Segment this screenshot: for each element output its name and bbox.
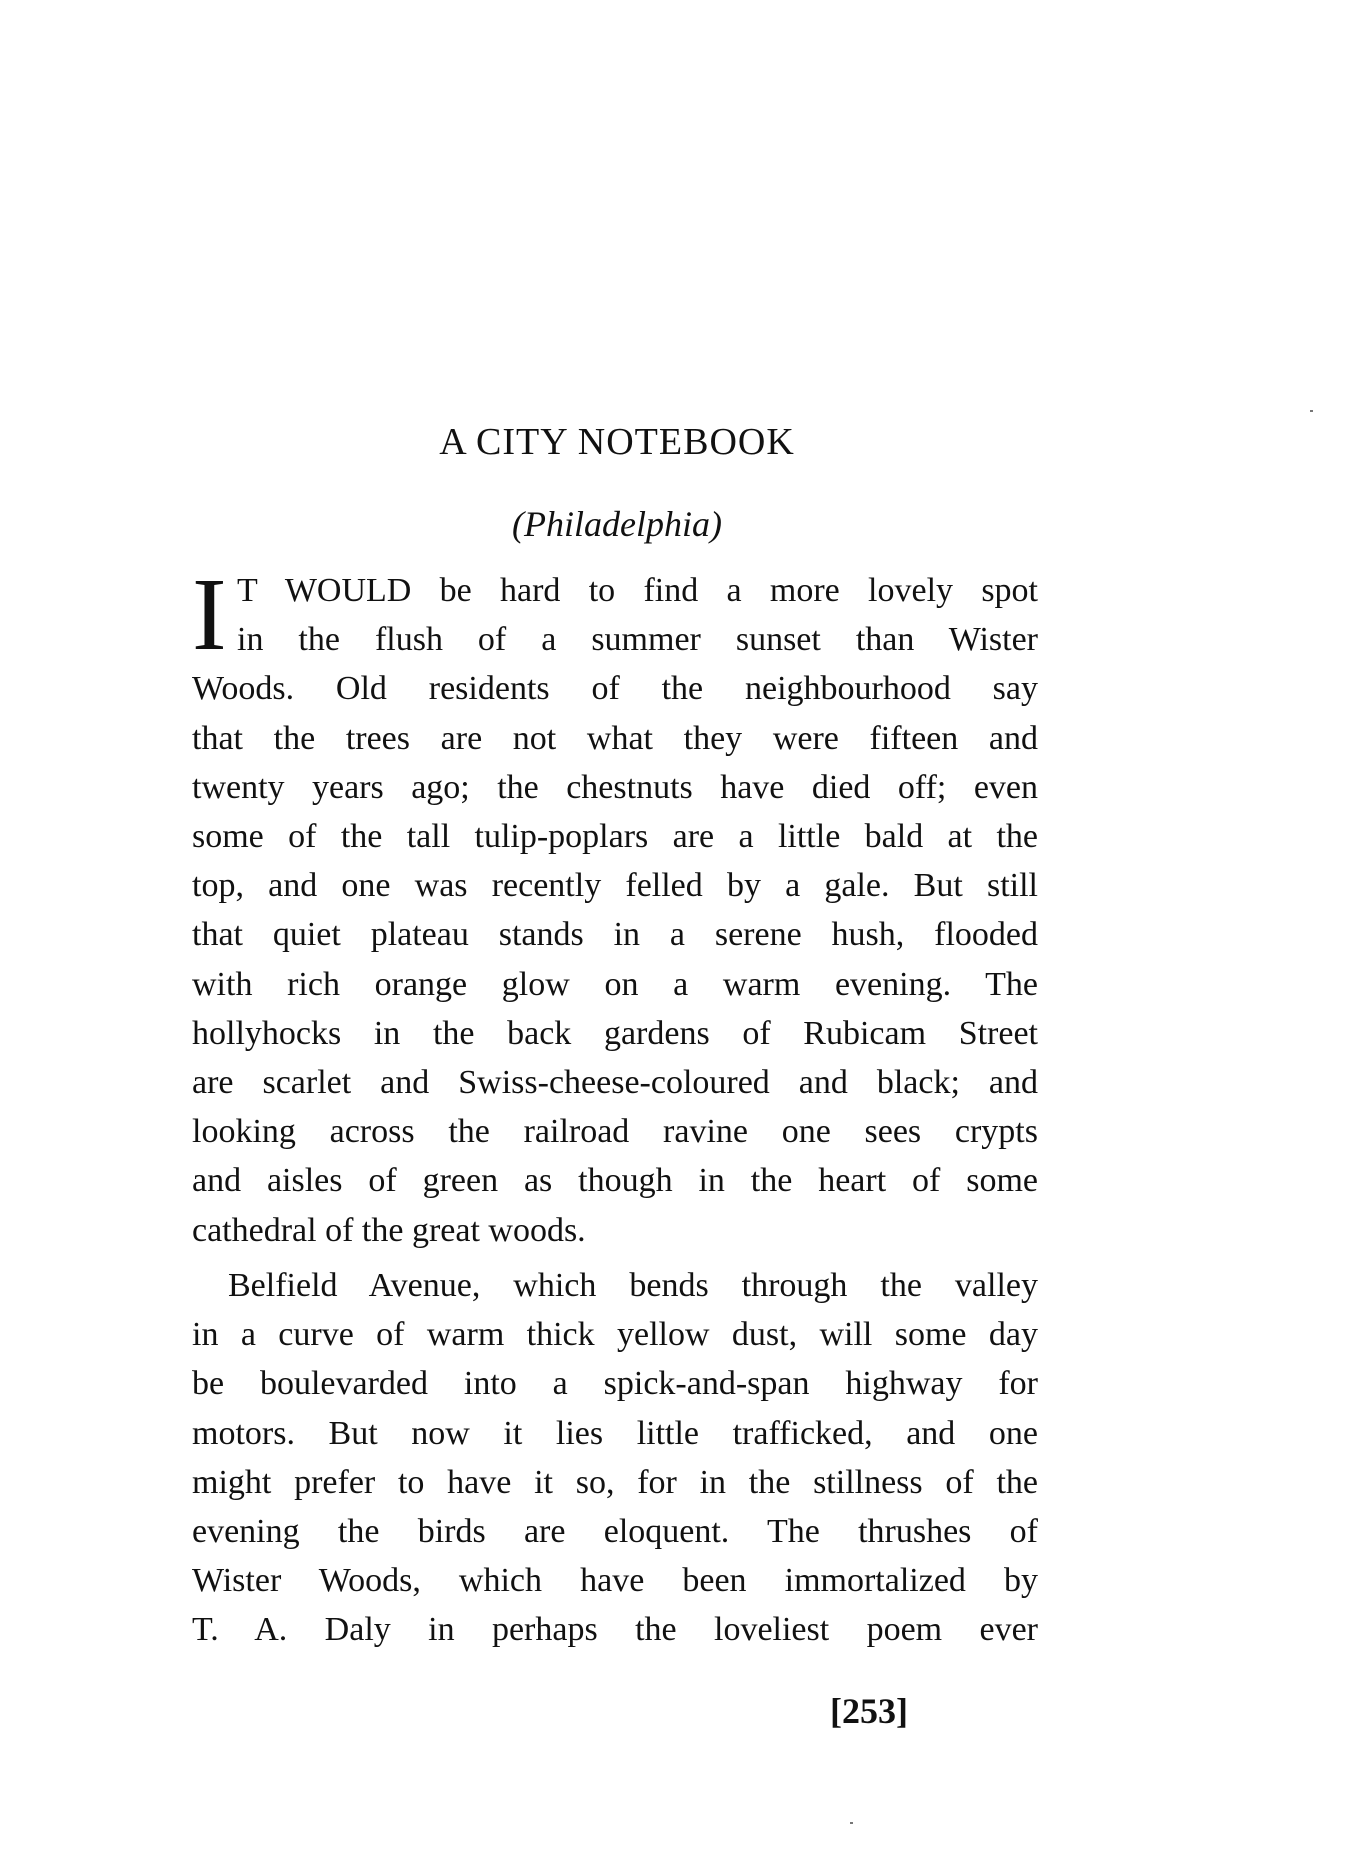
paragraph-2 bbox=[192, 1261, 1038, 1655]
text-line: twenty years ago; the chestnuts have died off; even bbox=[192, 768, 1038, 806]
paragraph-1 bbox=[192, 557, 1038, 1255]
text-line: be boulevarded into a spick-and-span highway for bbox=[192, 1365, 1038, 1403]
text-line: Belfield Avenue, which bends through the valley bbox=[228, 1267, 1038, 1304]
text-line: that the trees are not what they were fifteen and bbox=[192, 719, 1038, 757]
text-line: evening the birds are eloquent. The thrushes of bbox=[192, 1513, 1038, 1551]
drop-cap: I bbox=[192, 557, 227, 672]
text-line: cathedral of the great woods. bbox=[192, 1211, 586, 1249]
text-line: that quiet plateau stands in a serene hush, flooded bbox=[192, 916, 1038, 954]
text-line: are scarlet and Swiss-cheese-coloured and black; and bbox=[192, 1064, 1038, 1102]
text-line: some of the tall tulip-poplars are a little bald at the bbox=[192, 818, 1038, 856]
text-line: motors. But now it lies little trafficked, and one bbox=[192, 1414, 1038, 1452]
text-line: hollyhocks in the back gardens of Rubicam Street bbox=[192, 1014, 1038, 1052]
scan-speck bbox=[1310, 410, 1313, 412]
text-line: in the flush of a summer sunset than Wister bbox=[237, 621, 1038, 659]
text-line: and aisles of green as though in the heart of some bbox=[192, 1162, 1038, 1200]
text-line: in a curve of warm thick yellow dust, will some day bbox=[192, 1316, 1038, 1354]
text-line: Woods. Old residents of the neighbourhood say bbox=[192, 670, 1038, 708]
chapter-title: A CITY NOTEBOOK bbox=[439, 421, 795, 463]
text-line: top, and one was recently felled by a gale. But still bbox=[192, 867, 1038, 905]
page-number: [253] bbox=[830, 1691, 908, 1731]
text-line: with rich orange glow on a warm evening. The bbox=[192, 965, 1038, 1003]
chapter-subtitle: (Philadelphia) bbox=[512, 504, 722, 544]
text-line: might prefer to have it so, for in the stillness of the bbox=[192, 1463, 1038, 1501]
text-line: T WOULD be hard to find a more lovely spot bbox=[237, 572, 1038, 609]
text-line: Wister Woods, which have been immortalized by bbox=[192, 1562, 1038, 1600]
text-line: looking across the railroad ravine one sees crypts bbox=[192, 1113, 1038, 1151]
text-line: T. A. Daly in perhaps the loveliest poem ever bbox=[192, 1611, 1038, 1649]
scan-speck bbox=[850, 1822, 853, 1824]
